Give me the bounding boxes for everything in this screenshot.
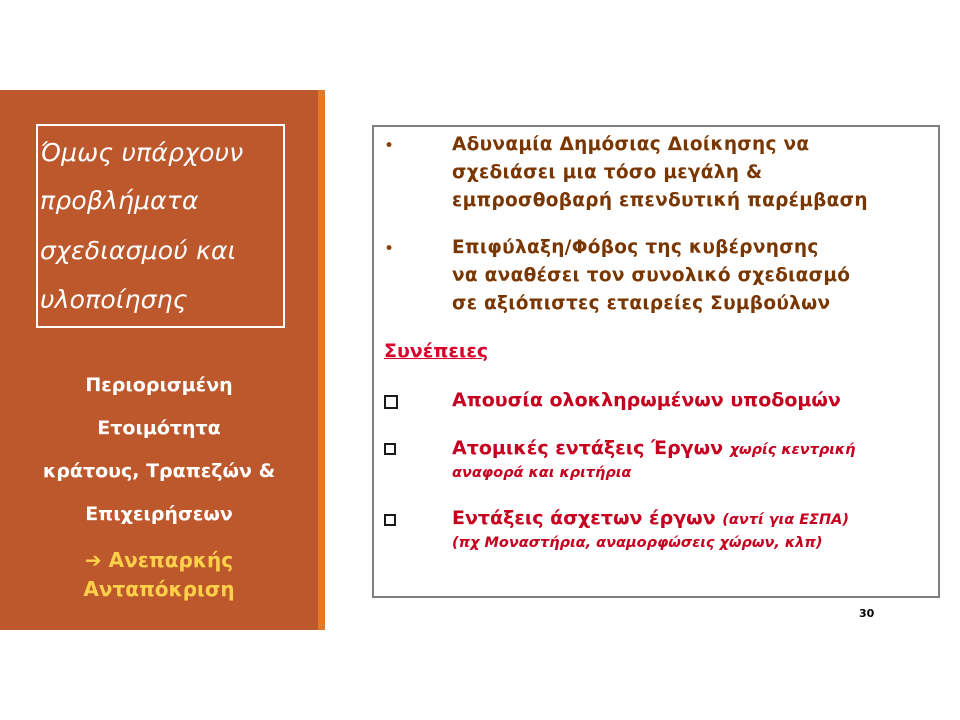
bullet-2-line-2: να αναθέσει τον συνολικό σχεδιασμό (452, 265, 851, 286)
consequence-1: Απουσία ολοκληρωμένων υποδομών (452, 389, 841, 411)
readiness-line-3: κράτους, Τραπεζών & (42, 460, 276, 482)
consequence-2-tail: χωρίς κεντρική (729, 442, 856, 458)
bullet-icon: • (384, 136, 395, 156)
checkbox-icon (384, 443, 396, 455)
title-line-2: προβλήματα (40, 186, 199, 215)
bullet-1-line-2: σχεδιάσει μια τόσο μεγάλη & (452, 162, 763, 183)
slide-number: 30 (859, 607, 875, 620)
readiness-line-2: Ετοιμότητα (97, 417, 221, 439)
consequence-3-main: Εντάξεις άσχετων έργων (452, 507, 716, 529)
consequences-heading: Συνέπειες (384, 340, 489, 362)
consequence-3-tail: (αντί για ΕΣΠΑ) (722, 512, 850, 528)
bullet-1-line-3: εμπροσθοβαρή επενδυτική παρέμβαση (452, 190, 868, 211)
consequence-3 (452, 507, 849, 529)
right-arrow-icon: ➔ (84, 548, 102, 572)
readiness-line-1: Περιορισμένη (85, 374, 233, 396)
title-line-4: υλοποίησης (40, 285, 188, 314)
title-line-3: σχεδιασμού και (40, 236, 237, 265)
consequence-2-main: Ατομικές εντάξεις Έργων (452, 437, 724, 459)
bullet-1-line-1: Αδυναμία Δημόσιας Διοίκησης να (452, 134, 810, 155)
bullet-2-line-3: σε αξιόπιστες εταιρείες Συμβούλων (452, 293, 831, 314)
checkbox-icon (384, 395, 398, 409)
consequence-3-line-2: (πχ Μοναστήρια, αναμορφώσεις χώρων, κλπ) (452, 535, 823, 551)
consequence-2 (452, 437, 856, 459)
title-line-1: Όμως υπάρχουν (40, 138, 244, 167)
consequence-2-line-2: αναφορά και κριτήρια (452, 465, 632, 481)
bullet-2-line-1: Επιφύλαξη/Φόβος της κυβέρνησης (452, 237, 819, 258)
accent-line-1 (0, 548, 318, 572)
bullet-icon: • (384, 239, 395, 259)
checkbox-icon (384, 514, 396, 526)
left-stripe-divider (318, 90, 325, 630)
accent-line-2: Ανταπόκριση (83, 577, 235, 601)
accent-text-1: Ανεπαρκής (108, 548, 234, 572)
readiness-line-4: Επιχειρήσεων (85, 503, 233, 525)
